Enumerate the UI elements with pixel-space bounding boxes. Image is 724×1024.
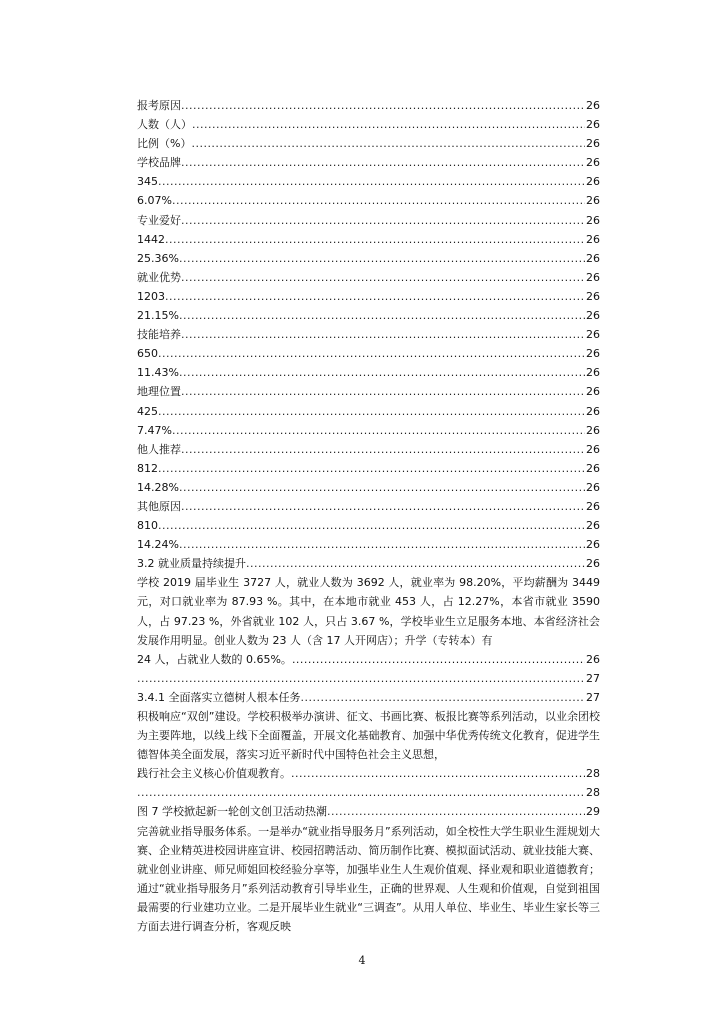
toc-entry-title: 345 — [137, 175, 158, 189]
toc-paragraph-tail: 践行社会主义核心价值观教育。 — [137, 767, 291, 781]
toc-leader-dots — [158, 344, 585, 363]
toc-entry-page: 26 — [586, 347, 600, 361]
toc-entry-page: 29 — [586, 805, 600, 819]
toc-entry-page: 26 — [586, 137, 600, 151]
toc-entry[interactable] — [137, 211, 600, 230]
toc-leader-dots — [179, 249, 585, 268]
toc-entry[interactable] — [137, 421, 600, 440]
toc-entry-title: 人数（人） — [137, 118, 192, 132]
toc-entry-title: 6.07% — [137, 194, 172, 208]
toc-entry-page: 26 — [586, 499, 600, 513]
toc-paragraph-text: 积极响应“双创”建设。学校积极举办演讲、征文、书画比赛、板报比赛等系列活动，以业余团校为主要阵地，以线上线下全面覆盖，开展文化基础教育、加强中华优秀传统文化教育，促进学生德智体美全面发展，落实习近平新时代中国特色社会主义思想， — [137, 710, 600, 762]
toc-entry-page: 26 — [586, 289, 600, 303]
toc-leader-dots — [165, 230, 585, 249]
toc-leader-dots — [158, 402, 585, 421]
toc-entry-title: 650 — [137, 347, 158, 361]
toc-entry[interactable] — [137, 382, 600, 401]
toc-entry-page: 26 — [586, 366, 600, 380]
toc-leader-dots — [181, 268, 585, 287]
toc-entry-page: 26 — [586, 423, 600, 437]
toc-entry-page: 26 — [586, 385, 600, 399]
toc-entry-title: 技能培养 — [137, 328, 181, 342]
toc-entry-page: 27 — [586, 671, 600, 685]
table-of-contents — [137, 96, 600, 936]
toc-entry[interactable] — [137, 516, 600, 535]
toc-entry-title: 810 — [137, 519, 158, 533]
toc-leader-dots — [158, 516, 585, 535]
toc-entry[interactable] — [137, 363, 600, 382]
toc-entry[interactable] — [137, 497, 600, 516]
toc-leader-dots — [301, 688, 586, 707]
toc-leader-dots — [181, 211, 585, 230]
toc-leader-dots — [179, 478, 585, 497]
toc-leader-dots — [179, 535, 585, 554]
toc-entry-title: 报考原因 — [137, 99, 181, 112]
toc-entry-title: 他人推荐 — [137, 442, 181, 456]
toc-leader-dots — [165, 287, 585, 306]
toc-leader-dots — [172, 421, 585, 440]
toc-entry-title: 21.15% — [137, 309, 179, 323]
toc-entry-page: 26 — [586, 251, 600, 265]
toc-paragraph-text: 学校 2019 届毕业生 3727 人，就业人数为 3692 人，就业率为 98.20%，平均薪酬为 3449 元，对口就业率为 87.93 %。其中，在本地市就业 453 人，占 12.27%，本省市就业 3590 人，占 97.23 %，外省就业 102 人，只占 3.67 %，学校毕业生立足服务本地、本省经济社会发展作用明显。创业人数为 23 人（含 17 人开网店）；升学（专转本）有 — [137, 576, 600, 647]
toc-entry-title: 7.47% — [137, 423, 172, 437]
toc-entry-title: 学校品牌 — [137, 156, 181, 170]
toc-entry-title: 425 — [137, 404, 158, 418]
toc-entry[interactable] — [137, 115, 600, 134]
toc-leader-dots — [181, 382, 585, 401]
toc-leader-dots — [172, 191, 585, 210]
toc-entry-title: 25.36% — [137, 251, 179, 265]
toc-entry-page: 26 — [586, 156, 600, 170]
toc-entry-page: 28 — [586, 767, 600, 781]
toc-leader-dots — [158, 172, 585, 191]
toc-entry[interactable] — [137, 478, 600, 497]
toc-entry-title: 专业爱好 — [137, 213, 181, 227]
toc-leader-dots — [292, 650, 585, 669]
toc-entry-title: 11.43% — [137, 366, 179, 380]
toc-leader-dots — [327, 802, 585, 821]
toc-entry[interactable] — [137, 134, 600, 153]
toc-entry-page: 26 — [586, 404, 600, 418]
toc-entry[interactable] — [137, 459, 600, 478]
toc-entry-page: 26 — [586, 652, 600, 666]
toc-leader-dots — [137, 783, 585, 802]
toc-entry[interactable] — [137, 153, 600, 172]
toc-entry-page: 26 — [586, 232, 600, 246]
toc-entry-title: 812 — [137, 461, 158, 475]
toc-entry-title: 就业优势 — [137, 270, 181, 284]
toc-entry-title: 3.4.1 全面落实立德树人根本任务 — [137, 690, 301, 704]
toc-entry[interactable] — [137, 688, 600, 707]
toc-entry[interactable] — [137, 172, 600, 191]
toc-entry-title: 图 7 学校掀起新一轮创文创卫活动热潮 — [137, 805, 327, 819]
toc-entry[interactable] — [137, 325, 600, 344]
toc-entry[interactable] — [137, 402, 600, 421]
toc-entry-title: 其他原因 — [137, 499, 181, 513]
toc-entry-title: 1442 — [137, 232, 165, 246]
toc-entry-page: 26 — [586, 480, 600, 494]
toc-entry[interactable] — [137, 440, 600, 459]
toc-leader-dots — [291, 764, 585, 783]
toc-paragraph-entry[interactable] — [137, 707, 600, 783]
toc-entry[interactable] — [137, 344, 600, 363]
toc-leader-dots — [179, 363, 585, 382]
toc-leader-dots — [192, 115, 585, 134]
body-paragraph: 完善就业指导服务体系。一是举办“就业指导服务月”系列活动，如全校性大学生职业生涯规划大赛、企业精英进校园讲座宣讲、校园招聘活动、简历制作比赛、模拟面试活动、就业技能大赛、就业创业讲座、师兄师姐回校经验分享等，加强毕业生人生观价值观、择业观和职业道德教育；通过“就业指导服务月”系列活动教育引导毕业生，正确的世界观、人生观和价值观，自觉到祖国最需要的行业建功立业。二是开展毕业生就业“三调查”。从用人单位、毕业生、毕业生家长等三方面去进行调查分析，客观反映 — [137, 824, 600, 934]
toc-leader-dots — [181, 153, 585, 172]
toc-entry[interactable] — [137, 96, 600, 115]
toc-entry-title: 比例（%） — [137, 137, 192, 151]
toc-entry-title: 14.24% — [137, 538, 179, 552]
toc-entry-page: 26 — [586, 175, 600, 189]
toc-entry-page: 26 — [586, 519, 600, 533]
toc-entry-page: 26 — [586, 442, 600, 456]
toc-entry-page: 26 — [586, 538, 600, 552]
toc-leader-dots — [181, 325, 585, 344]
toc-entry[interactable] — [137, 191, 600, 210]
toc-entry-page: 26 — [586, 213, 600, 227]
toc-entry-title: 1203 — [137, 289, 165, 303]
toc-leader-dots — [181, 497, 585, 516]
toc-entry-page: 26 — [586, 99, 600, 112]
toc-entry-title: 14.28% — [137, 480, 179, 494]
toc-entry[interactable] — [137, 783, 600, 802]
toc-entry-page: 27 — [586, 690, 600, 704]
toc-entry[interactable] — [137, 535, 600, 554]
toc-leader-dots — [191, 134, 585, 153]
toc-leader-dots — [158, 459, 585, 478]
toc-entry-page: 26 — [586, 461, 600, 475]
toc-entry-page: 26 — [586, 194, 600, 208]
toc-entry[interactable] — [137, 802, 600, 821]
toc-entry-page: 28 — [586, 786, 600, 800]
toc-entry-page: 26 — [586, 118, 600, 132]
toc-leader-dots — [137, 669, 585, 688]
toc-paragraph-entry[interactable] — [137, 573, 600, 668]
toc-entry-page: 26 — [586, 309, 600, 323]
toc-leader-dots — [181, 440, 585, 459]
toc-leader-dots — [179, 306, 585, 325]
toc-entry[interactable] — [137, 287, 600, 306]
toc-entry-title: 地理位置 — [137, 385, 181, 399]
toc-entry[interactable] — [137, 230, 600, 249]
toc-leader-dots — [181, 96, 585, 115]
page-number: 4 — [358, 954, 366, 967]
toc-paragraph-tail: 24 人，占就业人数的 0.65%。 — [137, 652, 292, 666]
toc-entry[interactable] — [137, 669, 600, 688]
toc-entry-page: 26 — [586, 328, 600, 342]
toc-entry[interactable] — [137, 268, 600, 287]
toc-entry[interactable] — [137, 554, 600, 573]
toc-entry[interactable] — [137, 249, 600, 268]
toc-leader-dots — [246, 554, 585, 573]
toc-entry-page: 26 — [586, 557, 600, 571]
toc-entry[interactable] — [137, 306, 600, 325]
toc-entry-page: 26 — [586, 270, 600, 284]
toc-entry-title: 3.2 就业质量持续提升 — [137, 557, 246, 571]
